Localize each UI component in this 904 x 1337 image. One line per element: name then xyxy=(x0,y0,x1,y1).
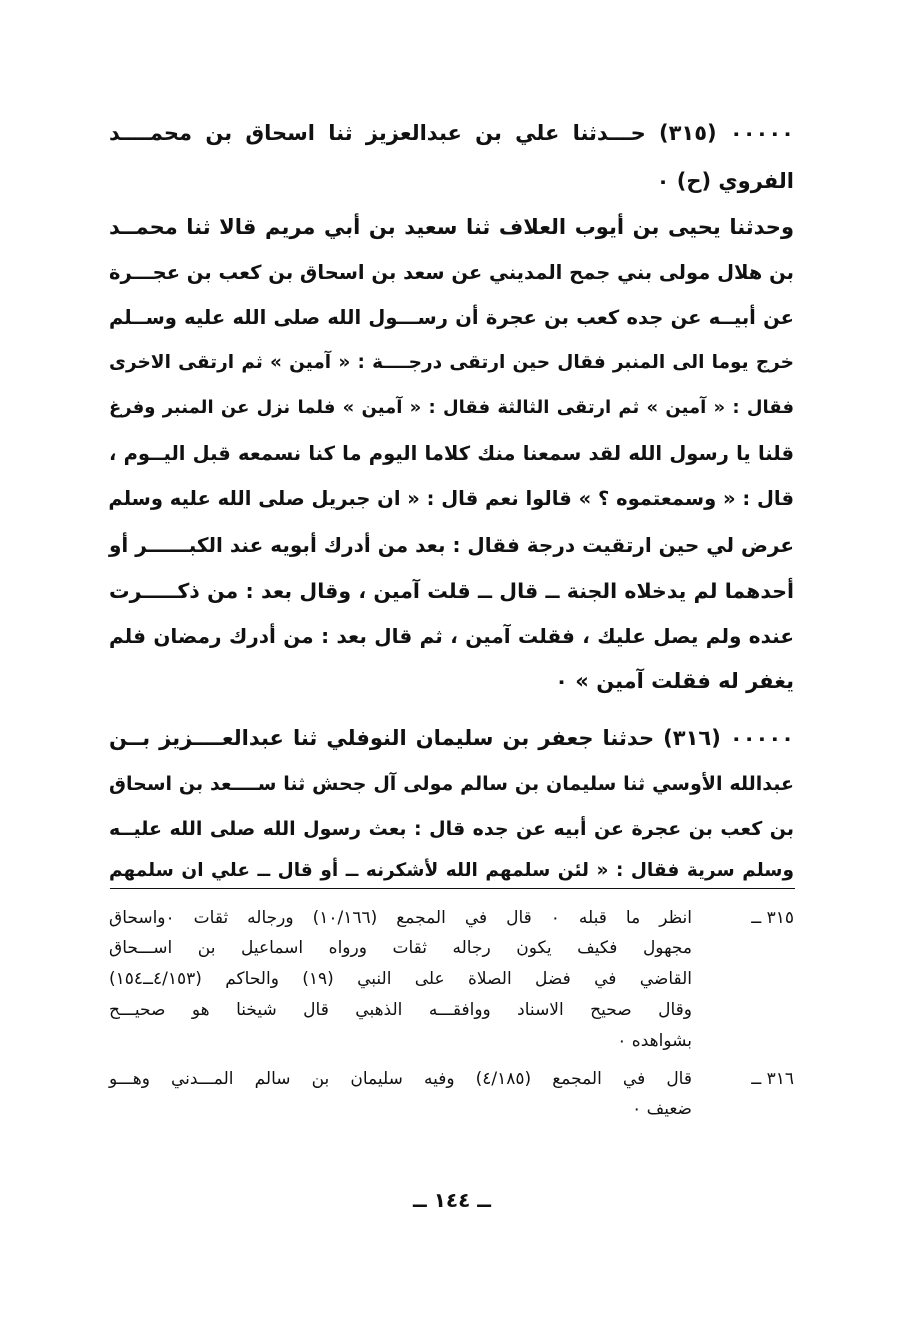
text-line: قلنا يا رسول الله لقد سمعنا منك كلاما اليوم ما كنا نسمعه قبل اليــوم ، xyxy=(109,442,794,465)
footnote-line: وقال صحيح الاسناد ووافقـــه الذهبي قال شيخنا هو صحيـــح xyxy=(109,1000,692,1020)
text-line: عنده ولم يصل عليك ، فقلت آمين ، ثم قال بعد : من أدرك رمضان فلم xyxy=(109,624,794,648)
text-line: عبدالله الأوسي ثنا سليمان بن سالم مولى آل جحش ثنا ســــعد بن اسحاق xyxy=(109,773,794,795)
text-line: وسلم سرية فقال : « لئن سلمهم الله لأشكرنه ــ أو قال ــ علي ان سلمهم xyxy=(109,860,794,881)
text-line: بن هلال مولى بني جمح المديني عن سعد بن اسحاق بن كعب بن عجـــرة xyxy=(109,261,794,284)
text-line: فقال : « آمين » ثم ارتقى الثالثة فقال : « آمين » فلما نزل عن المنبر وفرغ xyxy=(109,397,794,418)
footnote-line: مجهول فكيف يكون رجاله ثقات ورواه اسماعيل بن اســـحاق xyxy=(109,938,692,958)
text-line: خرج يوما الى المنبر فقال حين ارتقى درجــــة : « آمين » ثم ارتقى الاخرى xyxy=(109,352,794,373)
footnote-number: ٣١٦ ــ xyxy=(751,1069,794,1089)
text-line: عرض لي حين ارتقيت درجة فقال : بعد من أدرك أبويه عند الكبــــــر أو xyxy=(109,533,794,557)
footnote-divider xyxy=(110,888,795,889)
text-line: بن كعب بن عجرة عن أبيه عن جده قال : بعث رسول الله صلى الله عليــه xyxy=(109,818,794,840)
text-line: عن أبيــه عن جده كعب بن عجرة أن رســـول الله صلى الله عليه وســلم xyxy=(109,306,794,329)
page-number: ــ ١٤٤ ــ xyxy=(413,1188,491,1212)
text-line: قال : « وسمعتموه ؟ » قالوا نعم قال : « ان جبريل صلى الله عليه وسلم xyxy=(108,487,794,510)
footnote-line: القاضي في فضل الصلاة على النبي (١٩) والحاكم (٤/١٥٣ــ١٥٤) xyxy=(109,969,692,989)
footnote-line: انظر ما قبله ٠ قال في المجمع (١٠/١٦٦) ورجاله ثقات ٠واسحاق xyxy=(109,908,692,928)
footnote-line: قال في المجمع (٤/١٨٥) وفيه سليمان بن سالم المـــدني وهـــو xyxy=(109,1069,692,1089)
footnote-line: ضعيف ٠ xyxy=(632,1099,692,1119)
text-line: أحدهما لم يدخلاه الجنة ــ قال ــ قلت آمين ، وقال بعد : من ذكـــــرت xyxy=(109,579,794,603)
text-line: الفروي (ح) ٠ xyxy=(656,169,794,193)
footnote-number: ٣١٥ ــ xyxy=(751,908,794,928)
text-line: وحدثنا يحيى بن أيوب العلاف ثنا سعيد بن أبي مريم قالا ثنا محمــد xyxy=(109,215,794,239)
footnote-line: بشواهده ٠ xyxy=(617,1031,692,1051)
text-line: ٠٠٠٠٠ (٣١٦) حدثنا جعفر بن سليمان النوفلي ثنا عبدالعــــزيز بــن xyxy=(109,726,794,750)
text-line: ٠٠٠٠٠ (٣١٥) حـــدثنا علي بن عبدالعزيز ثنا اسحاق بن محمــــد xyxy=(109,121,794,145)
text-line: يغفر له فقلت آمين » ٠ xyxy=(555,669,794,693)
